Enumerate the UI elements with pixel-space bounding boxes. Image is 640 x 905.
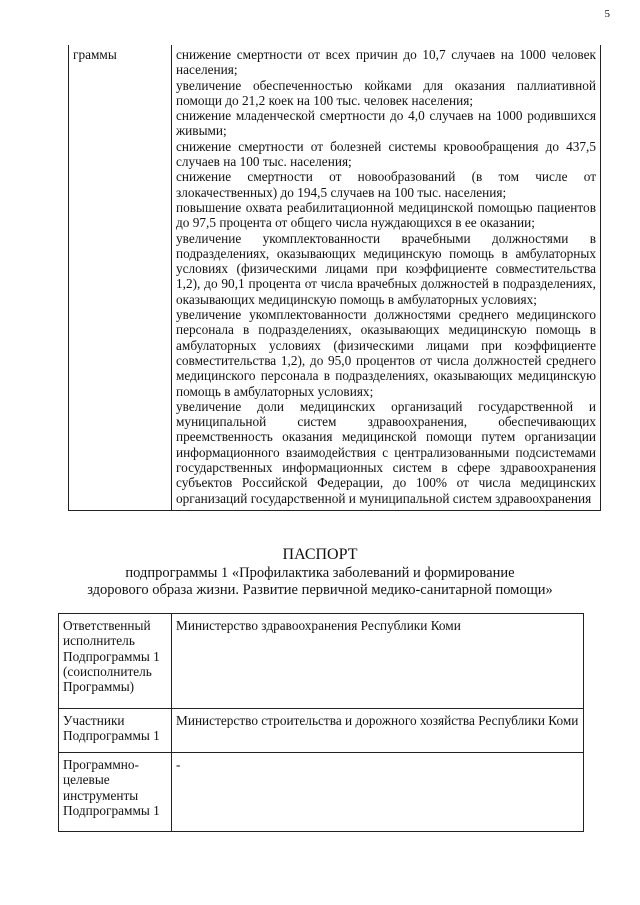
program-tools-label: Программно-целевые инструменты Подпрограммы 1 xyxy=(59,753,172,832)
participants-value: Министерство строительства и дорожного хозяйства Республики Коми xyxy=(172,709,584,753)
passport-subtitle-line1: подпрограммы 1 «Профилактика заболеваний и формирование xyxy=(125,565,515,581)
page-number: 5 xyxy=(604,8,610,20)
program-tools-value: - xyxy=(172,753,584,832)
goal-item: увеличение укомплектованности должностями среднего медицинского персонала в подразделениях, оказывающих медицинскую помощь в амбулаторных условиях (физическими лицами при коэффициенте совместительства 1,2), до 95,0 процентов от числа должностей среднего медицинского персонала в подразделениях, оказывающих медицинскую помощь в амбулаторных условиях; xyxy=(176,307,596,399)
table-row xyxy=(59,709,584,753)
goal-item: увеличение доли медицинских организаций государственной и муниципальной систем здравоохранения, обеспечивающих преемственность оказания медицинской помощи путем организации информационного взаимодействия с централизованными подсистемами государственных информационных систем в сфере здравоохранения субъектов Российской Федерации, до 100% от числа медицинских организаций государственной и муниципальной систем здравоохранения xyxy=(176,398,596,506)
responsible-executor-label: Ответственный исполнитель Подпрограммы 1 (соисполнитель Программы) xyxy=(59,614,172,709)
row-label-cell: граммы xyxy=(69,45,172,510)
goals-list-cell xyxy=(172,45,601,510)
goal-item: снижение смертности от новообразований (в том числе от злокачественных) до 194,5 случаев на 100 тыс. населения; xyxy=(176,169,596,200)
table-row xyxy=(59,614,584,709)
table-row xyxy=(69,45,601,510)
goal-item: снижение смертности от болезней системы кровообращения до 437,5 случаев на 100 тыс. населения; xyxy=(176,138,596,170)
responsible-executor-value: Министерство здравоохранения Республики Коми xyxy=(172,614,584,709)
passport-subtitle-line2: здорового образа жизни. Развитие первичной медико-санитарной помощи» xyxy=(87,582,553,598)
passport-table xyxy=(58,613,584,832)
passport-title: ПАСПОРТ xyxy=(282,546,358,563)
goal-item: снижение младенческой смертности до 4,0 случаев на 1000 родившихся живыми; xyxy=(176,108,596,139)
goal-item: увеличение укомплектованности врачебными должностями в подразделениях, оказывающих медицинскую помощь в амбулаторных условиях (физическими лицами при коэффициенте совместительства 1,2), до 90,1 процента от числа врачебных должностей в подразделениях, оказывающих медицинскую помощь в амбулаторных условиях; xyxy=(176,230,596,307)
passport-heading xyxy=(0,545,640,599)
goal-item: увеличение обеспеченностью койками для оказания паллиативной помощи до 21,2 коек на 100 тыс. человек населения; xyxy=(176,77,596,108)
continued-goals-table xyxy=(68,45,601,511)
goal-item: повышение охвата реабилитационной медицинской помощью пациентов до 97,5 процента от общего числа нуждающихся в ее оказании; xyxy=(176,199,596,231)
goal-item: снижение смертности от всех причин до 10,7 случаев на 1000 человек населения; xyxy=(176,47,596,78)
table-row xyxy=(59,753,584,832)
participants-label: Участники Подпрограммы 1 xyxy=(59,709,172,753)
